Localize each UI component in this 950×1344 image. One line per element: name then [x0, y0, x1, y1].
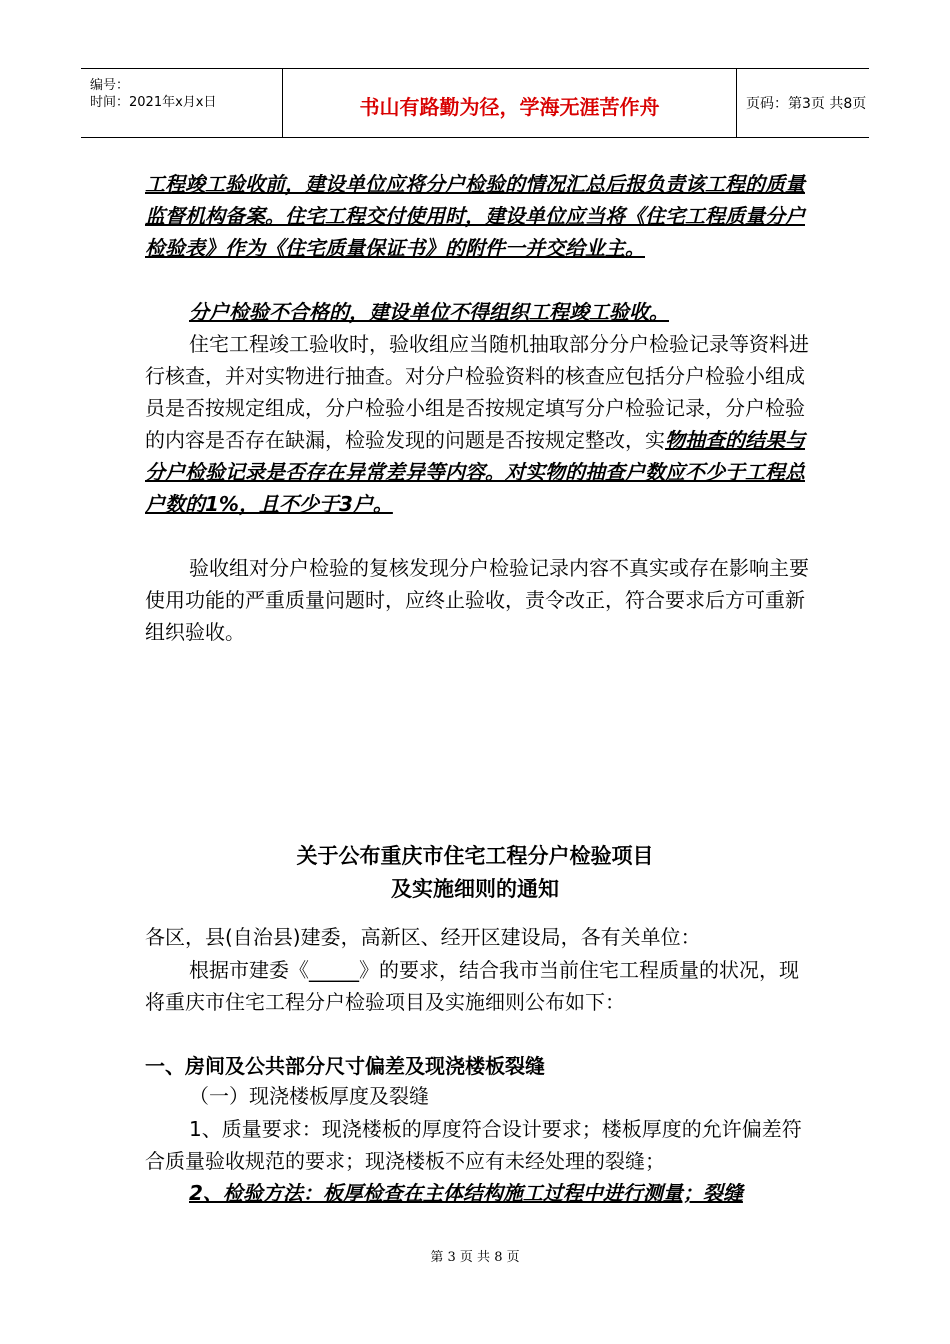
paragraph-inspection-method: 2、检验方法：板厚检查在主体结构施工过程中进行测量；裂缝 — [189, 1181, 743, 1205]
salutation: 各区，县(自治县)建委，高新区、经开区建设局，各有关单位： — [145, 925, 701, 949]
document-number-label: 编号： — [90, 78, 130, 93]
header-motto-cell — [283, 69, 737, 137]
header-info-cell — [81, 69, 283, 137]
document-time-label: 时间：2021年x月x日 — [90, 95, 217, 110]
motto-text: 书山有路勤为径，学海无涯苦作舟 — [359, 95, 660, 119]
page-number-label: 页码：第3页 共8页 — [746, 96, 867, 112]
subsection-heading-1: （一）现浇楼板厚度及裂缝 — [189, 1084, 429, 1108]
verification-emphasis-text: 物抽查的结果与分户检验记录是否存在异常差异等内容。对实物的抽查户数应不少于工程总户数的1%，且不少于3户。 — [145, 428, 805, 516]
paragraph-filing: 工程竣工验收前，建设单位应将分户检验的情况汇总后报负责该工程的质量监督机构备案。住宅工程交付使用时，建设单位应当将《住宅工程质量分户检验表》作为《住宅质量保证书》的附件一并交给业主。 — [145, 172, 805, 260]
paragraph-termination: 验收组对分户检验的复核发现分户检验记录内容不真实或存在影响主要使用功能的严重质量问题时，应终止验收，责令改正，符合要求后方可重新组织验收。 — [145, 556, 809, 644]
header-page-cell — [737, 69, 869, 137]
section-heading-1: 一、房间及公共部分尺寸偏差及现浇楼板裂缝 — [145, 1054, 545, 1078]
paragraph-intro: 根据市建委《_____》的要求，结合我市当前住宅工程质量的状况，现将重庆市住宅工程分户检验项目及实施细则公布如下： — [145, 958, 799, 1014]
notice-title-line1: 关于公布重庆市住宅工程分户检验项目 — [296, 844, 654, 868]
notice-title-line2: 及实施细则的通知 — [391, 877, 559, 901]
verification-plain-text: 住宅工程竣工验收时，验收组应当随机抽取部分分户检验记录等资料进行核查，并对实物进行抽查。对分户检验资料的核查应包括分户检验小组成员是否按规定组成，分户检验小组是否按规定填写分户检验记录，分户检验的内容是否存在缺漏，检验发现的问题是否按规定整改，实 — [145, 332, 809, 452]
paragraph-verification — [145, 328, 810, 520]
paragraph-quality-requirement: 1、质量要求：现浇楼板的厚度符合设计要求；楼板厚度的允许偏差符合质量验收规范的要求；现浇楼板不应有未经处理的裂缝； — [145, 1117, 802, 1173]
header-table — [81, 68, 869, 138]
page-footer: 第 3 页 共 8 页 — [430, 1250, 520, 1265]
paragraph-unqualified: 分户检验不合格的，建设单位不得组织工程竣工验收。 — [189, 300, 669, 324]
